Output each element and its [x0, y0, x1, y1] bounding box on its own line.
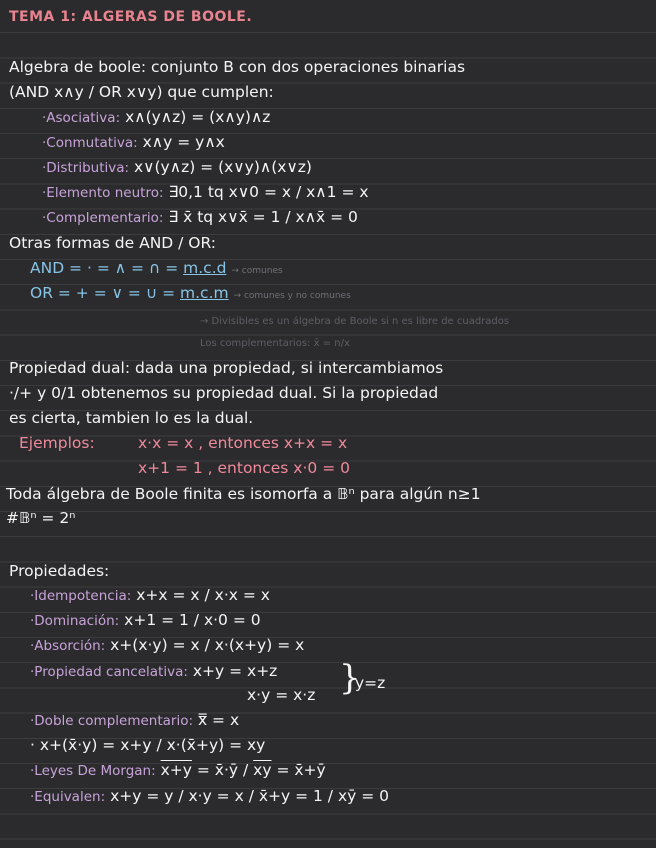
- axiom-label: ·Elemento neutro:: [42, 185, 164, 201]
- and-note: → comunes: [231, 266, 283, 276]
- prop-dominacion: [30, 610, 261, 631]
- axiom-complementario: [42, 207, 358, 228]
- example-1: x·x = x , entonces x+x = x: [138, 434, 348, 452]
- prop-label: ·Doble complementario:: [30, 713, 194, 729]
- cancel-line-2: x·y = x·z: [247, 686, 316, 704]
- axiom-expr: x∧(y∧z) = (x∧y)∧z: [125, 108, 271, 126]
- intro-line-1: Algebra de boole: conjunto B con dos operaciones binarias: [9, 58, 466, 76]
- finite-line-1: Toda álgebra de Boole finita es isomorfa a 𝔹ⁿ para algún n≥1: [6, 485, 481, 503]
- axiom-expr: x∧y = y∧x: [142, 133, 225, 151]
- axiom-expr: ∃0,1 tq x∨0 = x / x∧1 = x: [168, 183, 369, 201]
- prop-label: ·Absorción:: [30, 638, 106, 654]
- axiom-neutro: [42, 182, 369, 203]
- prop-expr: x+y = y / x·y = x / x̄+y = 1 / xȳ = 0: [110, 787, 390, 805]
- or-mcm: m.c.m: [180, 284, 229, 302]
- finite-line-2: #𝔹ⁿ = 2ⁿ: [6, 509, 76, 527]
- axiom-expr: x∨(y∧z) = (x∨y)∧(x∨z): [133, 158, 312, 176]
- prop-label: ·Equivalen:: [30, 789, 106, 805]
- brace: }: [339, 658, 361, 698]
- divisibles-note: → Divisibles es un álgebra de Boole si n es libre de cuadrados: [200, 316, 510, 327]
- example-2: x+1 = 1 , entonces x·0 = 0: [138, 459, 350, 477]
- prop-absorcion: [30, 635, 304, 656]
- axiom-label: ·Distributiva:: [42, 160, 130, 176]
- page-title: TEMA 1: ALGERAS DE BOOLE.: [9, 9, 253, 25]
- and-equivalents: AND = · = ∧ = ∩ =: [30, 259, 179, 277]
- morgan-expr-a: x+y: [160, 761, 192, 779]
- prop-equivalen: [30, 786, 389, 807]
- axiom-label: ·Asociativa:: [42, 110, 121, 126]
- morgan-expr-d: = x̄+ȳ: [271, 761, 326, 779]
- axiom-label: ·Conmutativa:: [42, 135, 138, 151]
- prop-de-morgan: [30, 760, 326, 781]
- examples-label: Ejemplos:: [19, 434, 95, 452]
- complement-note: Los complementarios: x̄ = n/x: [200, 338, 350, 349]
- axiom-conmutativa: [42, 132, 225, 153]
- morgan-expr-b: = x̄·ȳ /: [191, 761, 254, 779]
- morgan-expr-c: $\overline{xy}$: [253, 761, 272, 779]
- prop-label: ·Propiedad cancelativa:: [30, 664, 188, 680]
- axiom-asociativa: [42, 107, 270, 128]
- prop-expr: x+x = x / x·x = x: [136, 586, 270, 604]
- prop-label: ·Idempotencia:: [30, 588, 132, 604]
- properties-heading: Propiedades:: [9, 562, 110, 580]
- prop-doble-complementario: [30, 710, 239, 731]
- prop-cancelativa: [30, 661, 277, 682]
- and-forms: [30, 258, 283, 281]
- prop-idempotencia: [30, 585, 270, 606]
- prop-expr: x+y = x+z: [192, 662, 278, 680]
- or-note: → comunes y no comunes: [233, 291, 351, 301]
- prop-expr: x+(x·y) = x / x·(x+y) = x: [110, 636, 305, 654]
- dual-line-2: ·/+ y 0/1 obtenemos su propiedad dual. Si la propiedad: [9, 384, 439, 402]
- or-equivalents: OR = + = ∨ = ∪ =: [30, 284, 176, 302]
- axiom-label: ·Complementario:: [42, 210, 164, 226]
- dual-line-1: Propiedad dual: dada una propiedad, si intercambiamos: [9, 359, 444, 377]
- or-forms: [30, 283, 351, 306]
- axiom-expr: ∃ x̄ tq x∨x̄ = 1 / x∧x̄ = 0: [168, 208, 358, 226]
- axiom-distributiva: [42, 157, 312, 178]
- intro-line-2: (AND x∧y / OR x∨y) que cumplen:: [9, 83, 274, 101]
- cancel-result: y=z: [355, 674, 386, 692]
- prop-label: ·Leyes De Morgan:: [30, 763, 156, 779]
- and-mcd: m.c.d: [183, 259, 227, 277]
- prop-label: ·Dominación:: [30, 613, 120, 629]
- prop-extra: · x+(x̄·y) = x+y / x·(x̄+y) = xy: [30, 736, 266, 754]
- prop-expr: x+1 = 1 / x·0 = 0: [124, 611, 261, 629]
- prop-expr: x̿ = x: [197, 711, 240, 729]
- other-forms-heading: Otras formas de AND / OR:: [9, 234, 217, 252]
- dual-line-3: es cierta, tambien lo es la dual.: [9, 409, 254, 427]
